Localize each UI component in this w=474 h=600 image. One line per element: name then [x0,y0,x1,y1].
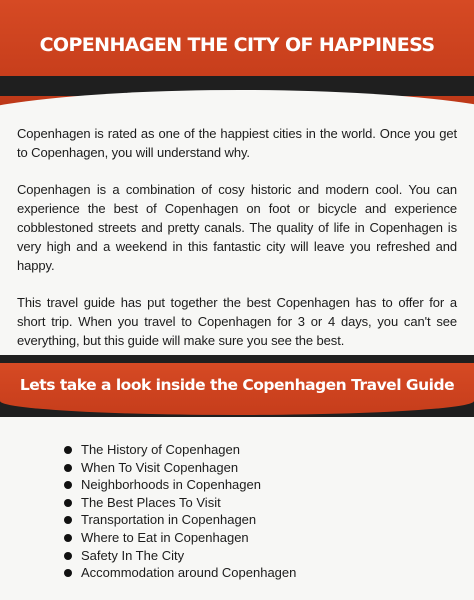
list-item [62,441,296,459]
list-item-label: Neighborhoods in Copenhagen [81,477,261,493]
bullet-icon [64,464,72,472]
list-item-label: Accommodation around Copenhagen [81,565,297,581]
intro-paragraph-2: Copenhagen is a combination of cosy historic and modern cool. You can experience the best of Copenhagen on foot or bicycle and experience cobblestoned streets and pretty canals. The quality of life in Copenhagen is very high and a weekend in this fantastic city will leave you refreshed and happy. [17,182,457,273]
bullet-icon [64,552,72,560]
bullet-icon [64,499,72,507]
bullet-icon [64,516,72,524]
list-item [62,529,296,547]
list-item-label: When To Visit Copenhagen [81,459,239,475]
list-item [62,511,296,529]
bullet-icon [64,569,72,577]
intro-paragraph-3: This travel guide has put together the best Copenhagen has to offer for a short trip. When you travel to Copenhagen for 3 or 4 days, you can't see everything, but this guide will make sure you see the best. [17,295,457,348]
list-item [62,459,296,477]
intro-paragraph-1: Copenhagen is rated as one of the happiest cities in the world. Once you get to Copenhagen, you will understand why. [17,126,457,160]
list-item-label: The Best Places To Visit [81,494,221,510]
list-item [62,494,296,512]
list-item-label: Safety In The City [81,547,185,563]
list-item [62,564,296,582]
section-heading: Lets take a look inside the Copenhagen Travel Guide [19,376,455,394]
intro-text [17,124,457,368]
list-item [62,476,296,494]
list-item-label: The History of Copenhagen [81,442,240,457]
contents-list [62,441,296,582]
bullet-icon [64,481,72,489]
page-title: COPENHAGEN THE CITY OF HAPPINESS [39,34,435,56]
list-item-label: Where to Eat in Copenhagen [81,529,249,545]
list-item-label: Transportation in Copenhagen [81,512,257,528]
list-item [62,547,296,565]
bullet-icon [64,446,72,454]
bullet-icon [64,534,72,542]
